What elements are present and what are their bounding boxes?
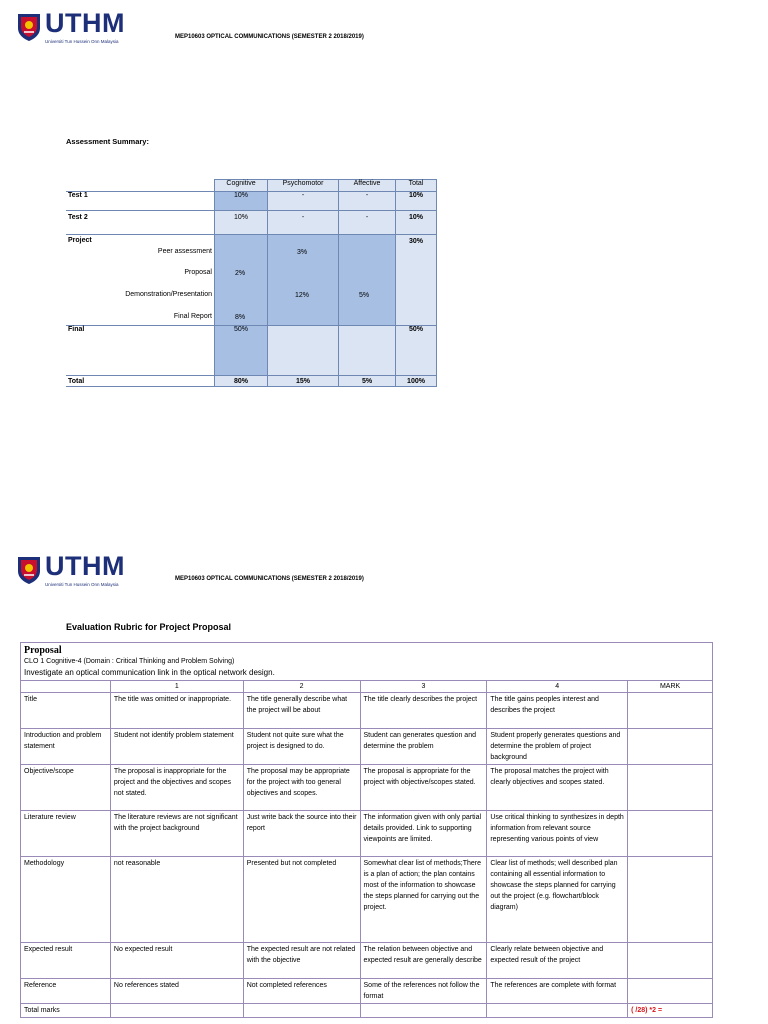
table-cell: The proposal is inappropriate for the project and the objectives and scopes not stated. [110, 765, 243, 811]
table-cell: No references stated [110, 979, 243, 1004]
table-row [21, 811, 713, 857]
logo-text: UTHM [45, 8, 125, 38]
table-cell: - [268, 211, 339, 235]
table-cell [339, 235, 396, 326]
column-header: Cognitive [215, 180, 268, 192]
table-cell: Student properly generates questions and determine the problem of project background [487, 729, 628, 765]
table-row [66, 211, 437, 235]
section-title: Proposal [24, 645, 62, 656]
total-label: Total marks [21, 1004, 111, 1018]
logo-text: UTHM [45, 551, 125, 581]
mark-cell[interactable] [628, 943, 713, 979]
table-cell: 100% [396, 376, 437, 387]
rubric-intro-cell [21, 643, 713, 681]
logo-subtitle: Universiti Tun Hussein Onn Malaysia [45, 582, 119, 587]
criterion-cell: Reference [21, 979, 111, 1004]
cell-value: 3% [297, 249, 308, 256]
table-cell: The expected result are not related with the objective [243, 943, 360, 979]
column-header: Total [396, 180, 437, 192]
sub-item-label: Demonstration/Presentation [125, 291, 212, 298]
table-cell: Student not identify problem statement [110, 729, 243, 765]
table-row [66, 192, 437, 211]
project-label-cell [66, 235, 215, 326]
table-cell: not reasonable [110, 857, 243, 943]
table-cell: 10% [396, 211, 437, 235]
table-cell: Somewhat clear list of methods;There is a plan of action; the plan contains most of the information to showcase the steps planned for carrying out the project. [360, 857, 487, 943]
table-cell: Some of the references not follow the format [360, 979, 487, 1004]
table-cell: 30% [396, 235, 437, 326]
table-cell: 50% [215, 326, 268, 376]
sub-item-label: Final Report [173, 313, 212, 320]
table-cell: The references are complete with format [487, 979, 628, 1004]
table-row [66, 376, 437, 387]
clo-text: CLO 1 Cognitive-4 (Domain : Critical Thinking and Problem Solving) [24, 658, 235, 665]
column-header: Affective [339, 180, 396, 192]
total-mark-cell[interactable]: ( /28) *2 = [628, 1004, 713, 1018]
cell-value: 2% [235, 270, 246, 277]
crest-icon [16, 12, 42, 42]
criterion-cell: Methodology [21, 857, 111, 943]
column-header: MARK [628, 681, 713, 693]
table-cell: The relation between objective and expected result are generally describe [360, 943, 487, 979]
table-cell: Clear list of methods; well described plan containing all essential information to showcase the steps planned for carrying out the project (e.g. flowchart/block diagram) [487, 857, 628, 943]
cell-value: 5% [359, 292, 370, 299]
table-cell: Use critical thinking to synthesizes in depth information from relevant source representing various points of view [487, 811, 628, 857]
mark-cell[interactable] [628, 765, 713, 811]
mark-cell[interactable] [628, 729, 713, 765]
row-label: Total [66, 376, 215, 387]
table-cell: The proposal is appropriate for the project with objective/scopes stated. [360, 765, 487, 811]
course-title: MEP10603 OPTICAL COMMUNICATIONS (SEMESTER 2 2018/2019) [175, 34, 364, 40]
column-header: 1 [110, 681, 243, 693]
table-row [66, 326, 437, 376]
sub-item-label: Proposal [184, 269, 212, 276]
table-cell: 10% [215, 211, 268, 235]
assessment-summary-title: Assessment Summary: [66, 137, 149, 146]
table-cell: No expected result [110, 943, 243, 979]
table-cell: - [268, 192, 339, 211]
table-cell [339, 326, 396, 376]
table-cell: Presented but not completed [243, 857, 360, 943]
table-cell [268, 326, 339, 376]
rubric-title: Evaluation Rubric for Project Proposal [66, 622, 232, 632]
criterion-cell: Objective/scope [21, 765, 111, 811]
criterion-cell: Expected result [21, 943, 111, 979]
logo-subtitle: Universiti Tun Hussein Onn Malaysia [45, 39, 119, 44]
table-cell [268, 235, 339, 326]
table-cell: Just write back the source into their report [243, 811, 360, 857]
table-row [21, 729, 713, 765]
row-label: Project [68, 237, 92, 244]
table-cell: Clearly relate between objective and expected result of the project [487, 943, 628, 979]
table-cell: - [339, 211, 396, 235]
table-cell: Student can generates question and determine the problem [360, 729, 487, 765]
column-header: Psychomotor [268, 180, 339, 192]
column-header: 4 [487, 681, 628, 693]
table-cell: The title generally describe what the project will be about [243, 693, 360, 729]
row-label: Test 2 [66, 211, 215, 235]
table-cell: The information given with only partial details provided. Link to supporting viewpoints are limited. [360, 811, 487, 857]
table-cell [215, 235, 268, 326]
table-row [21, 765, 713, 811]
table-cell: Student not quite sure what the project is designed to do. [243, 729, 360, 765]
mark-cell[interactable] [628, 811, 713, 857]
sub-item-label: Peer assessment [157, 248, 212, 255]
table-cell: The proposal matches the project with clearly objectives and scopes stated. [487, 765, 628, 811]
table-row [66, 235, 437, 326]
table-cell: - [339, 192, 396, 211]
table-cell: The title was omitted or inappropriate. [110, 693, 243, 729]
row-label: Final [66, 326, 215, 376]
table-cell: The title gains peoples interest and describes the project [487, 693, 628, 729]
mark-cell[interactable] [628, 979, 713, 1004]
criterion-cell: Title [21, 693, 111, 729]
table-cell: Not completed references [243, 979, 360, 1004]
table-cell: 80% [215, 376, 268, 387]
university-logo [16, 10, 125, 44]
university-logo [16, 553, 125, 587]
mark-cell[interactable] [628, 857, 713, 943]
mark-cell[interactable] [628, 693, 713, 729]
rubric-intro-row [21, 643, 713, 681]
table-cell: The literature reviews are not significant with the project background [110, 811, 243, 857]
table-cell: The proposal may be appropriate for the project with too general objectives and scopes. [243, 765, 360, 811]
criterion-cell: Introduction and problem statement [21, 729, 111, 765]
table-cell: 5% [339, 376, 396, 387]
table-row [21, 693, 713, 729]
table-header-row [21, 681, 713, 693]
assessment-summary-table [66, 179, 437, 387]
table-cell: The title clearly describes the project [360, 693, 487, 729]
table-row [21, 979, 713, 1004]
rubric-table [20, 642, 713, 1018]
cell-value: 12% [295, 292, 310, 299]
table-cell: 15% [268, 376, 339, 387]
criterion-cell: Literature review [21, 811, 111, 857]
table-header-row [66, 180, 437, 192]
table-row [21, 943, 713, 979]
column-header: 3 [360, 681, 487, 693]
row-label: Test 1 [66, 192, 215, 211]
table-row [21, 857, 713, 943]
cell-value: 8% [235, 314, 246, 321]
crest-icon [16, 555, 42, 585]
table-cell: 10% [215, 192, 268, 211]
table-cell: 10% [396, 192, 437, 211]
total-row [21, 1004, 713, 1018]
course-title: MEP10603 OPTICAL COMMUNICATIONS (SEMESTER 2 2018/2019) [175, 576, 364, 582]
task-text: Investigate an optical communication link in the optical network design. [24, 668, 275, 677]
table-cell: 50% [396, 326, 437, 376]
column-header: 2 [243, 681, 360, 693]
